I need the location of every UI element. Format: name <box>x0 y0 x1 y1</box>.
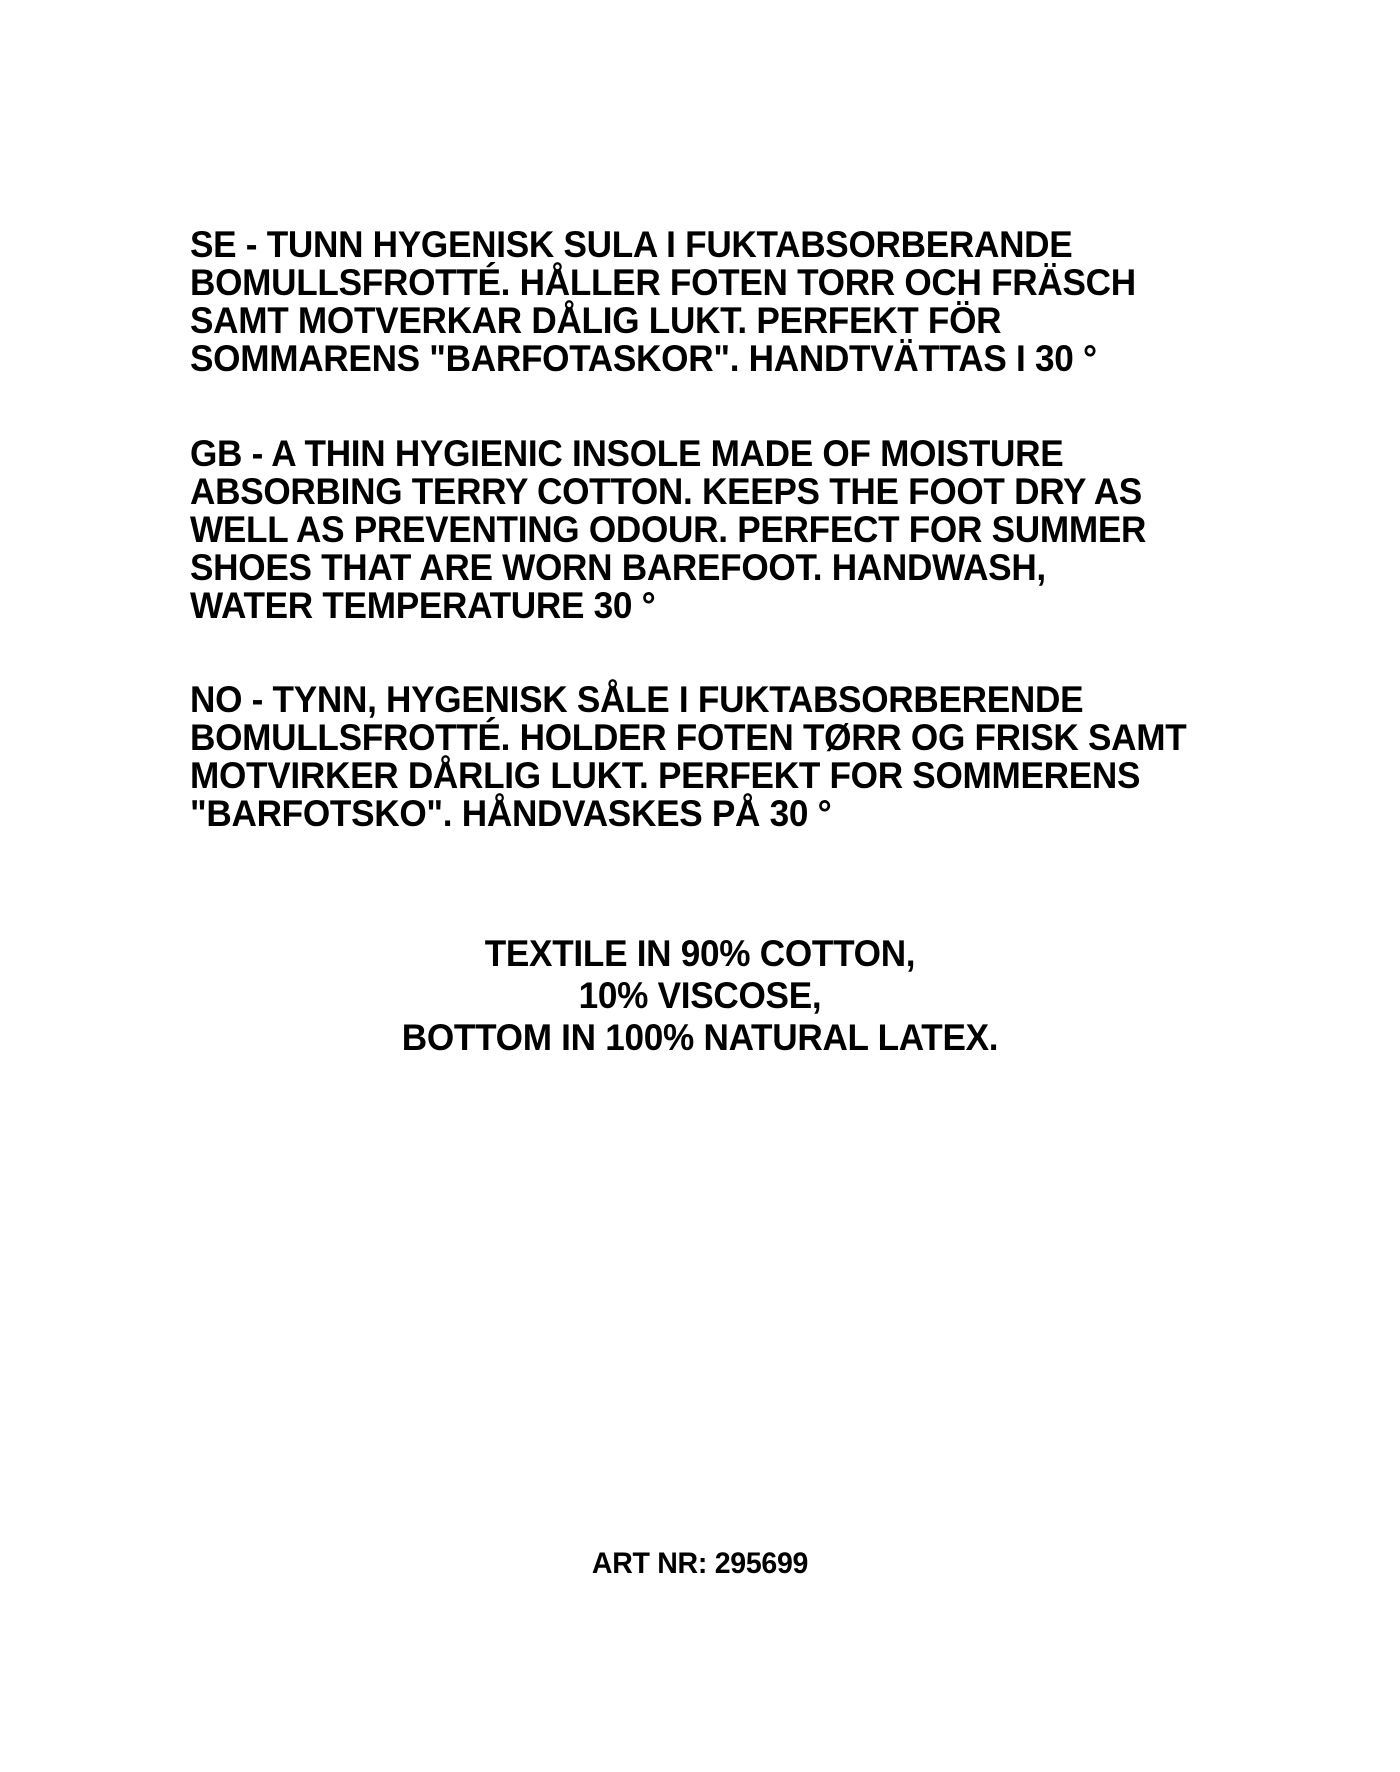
text-line: NO - TYNN, HYGENISK SÅLE I FUKTABSORBERENDE <box>190 679 1084 720</box>
text-line: SOMMARENS "BARFOTASKOR". HANDTVÄTTAS I 30 ° <box>190 338 1097 379</box>
text-line: SHOES THAT ARE WORN BAREFOOT. HANDWASH, <box>190 547 1046 588</box>
material-composition <box>35 933 1365 1059</box>
text-line: WATER TEMPERATURE 30 ° <box>190 585 656 626</box>
text-line: SAMT MOTVERKAR DÅLIG LUKT. PERFEKT FÖR <box>190 300 1002 341</box>
paragraph-norwegian <box>190 681 1186 833</box>
paragraph-swedish <box>190 226 1136 378</box>
text-line: WELL AS PREVENTING ODOUR. PERFECT FOR SUMMER <box>190 509 1147 550</box>
article-number: ART NR: 295699 <box>591 1547 809 1580</box>
text-line: 10% VISCOSE, <box>578 975 822 1016</box>
text-line: GB - A THIN HYGIENIC INSOLE MADE OF MOISTURE <box>190 433 1064 474</box>
text-line: ABSORBING TERRY COTTON. KEEPS THE FOOT DRY AS <box>190 471 1142 512</box>
text-line: BOMULLSFROTTÉ. HOLDER FOTEN TØRR OG FRISK SAMT <box>190 717 1187 758</box>
text-line: "BARFOTSKO". HÅNDVASKES PÅ 30 ° <box>190 793 832 834</box>
text-line: TEXTILE IN 90% COTTON, <box>484 933 916 974</box>
text-line: SE - TUNN HYGENISK SULA I FUKTABSORBERANDE <box>190 224 1073 265</box>
text-line: BOTTOM IN 100% NATURAL LATEX. <box>401 1017 999 1058</box>
paragraph-english <box>190 435 1146 625</box>
text-line: BOMULLSFROTTÉ. HÅLLER FOTEN TORR OCH FRÄSCH <box>190 262 1136 303</box>
text-line: MOTVIRKER DÅRLIG LUKT. PERFEKT FOR SOMMERENS <box>190 755 1141 796</box>
